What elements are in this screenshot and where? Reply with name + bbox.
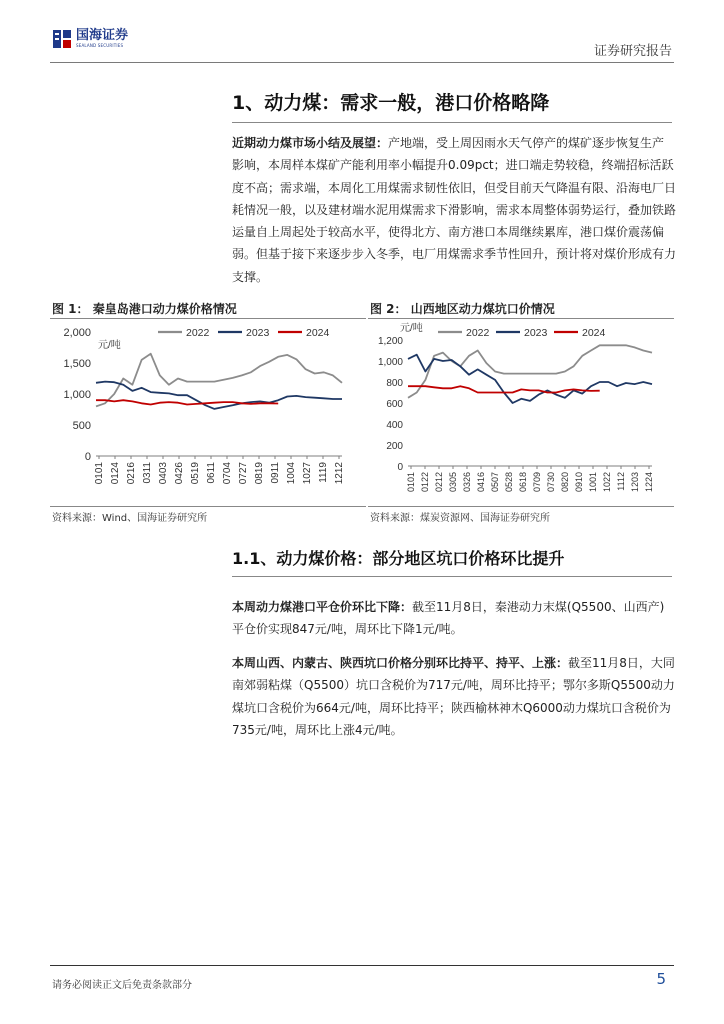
port-price-paragraph (232, 596, 676, 641)
x-tick-label: 0507 (490, 472, 500, 493)
section-title: 1、动力煤：需求一般，港口价格略降 (232, 92, 550, 114)
port-price-body: 截至11月8日，秦港动力末煤(Q5500、山西产)平仓价实现847元/吨，周环比下降1元/吨。 (232, 600, 665, 637)
summary-body: 产地端，受上周因雨水天气停产的煤矿逐步恢复生产影响，本周样本煤矿产能利用率小幅提升0.09pct；进口端走势较稳，终端招标活跃度不高；需求端，本周化工用煤需求韧性依旧，但受目前天气降温有限、沿海电厂日耗情况一般，以及建材端水泥用煤需求下滑影响，需求本周整体弱势运行，叠加铁路运量自上周起处于较高水平，使得北方、南方港口本周继续累库，港口煤价震荡偏弱。但基于接下来逐步步入冬季，电厂用煤需求季节性回升，预计将对煤价形成有力支撑。 (232, 136, 677, 284)
x-tick-label: 1203 (630, 472, 640, 493)
y-tick-label: 0 (84, 451, 91, 463)
x-tick-label: 0911 (270, 462, 281, 484)
legend-label: 2024 (582, 327, 606, 339)
figure1-title: 图 1： 秦皇岛港口动力煤价格情况 (52, 302, 237, 316)
y-tick-label: 0 (397, 462, 403, 473)
x-tick-label: 0212 (434, 472, 444, 493)
y-tick-label: 800 (386, 378, 403, 389)
y-tick-label: 1,200 (377, 336, 403, 347)
figure2-title-divider (368, 318, 674, 319)
y-tick-label: 400 (386, 420, 403, 431)
x-tick-label: 0820 (560, 472, 570, 493)
company-logo (52, 28, 128, 50)
x-tick-label: 0326 (462, 472, 472, 493)
x-tick-label: 0416 (476, 472, 486, 493)
port-price-lead: 本周动力煤港口平仓价环比下降： (232, 600, 413, 614)
header-divider (50, 62, 674, 63)
x-tick-label: 0704 (222, 462, 233, 485)
x-tick-label: 0528 (504, 472, 514, 493)
y-tick-label: 500 (72, 420, 91, 432)
figure1-title-divider (50, 318, 366, 319)
y-tick-label: 200 (386, 441, 403, 452)
x-tick-label: 0101 (406, 472, 416, 493)
subsection-title: 1.1、动力煤价格：部分地区坑口价格环比提升 (232, 549, 565, 568)
x-tick-label: 1224 (644, 472, 654, 493)
figure2-chart (368, 320, 674, 505)
logo-name-en: SEALAND SECURITIES (76, 43, 124, 48)
x-tick-label: 1022 (602, 472, 612, 493)
x-tick-label: 0730 (546, 472, 556, 493)
series-line-2023 (96, 382, 342, 409)
y-tick-label: 1,500 (63, 358, 91, 370)
x-tick-label: 0519 (190, 462, 201, 485)
x-tick-label: 0403 (158, 462, 169, 485)
legend-label: 2022 (186, 327, 210, 339)
logo-name-cn: 国海证券 (76, 28, 129, 43)
x-tick-label: 0618 (518, 472, 528, 493)
y-unit-label: 元/吨 (98, 340, 121, 351)
x-tick-label: 1027 (302, 462, 313, 485)
figure1-chart (50, 320, 366, 505)
x-tick-label: 0611 (206, 462, 217, 484)
pithead-price-lead: 本周山西、内蒙古、陕西坑口价格分别环比持平、持平、上涨： (232, 656, 569, 670)
pithead-price-paragraph (232, 652, 676, 741)
figure2-source-divider (368, 506, 674, 507)
section-title-divider (232, 122, 672, 123)
legend-label: 2023 (246, 327, 270, 339)
x-tick-label: 0122 (420, 472, 430, 493)
y-tick-label: 1,000 (63, 389, 91, 401)
x-tick-label: 1004 (286, 462, 297, 485)
report-type-label: 证券研究报告 (593, 44, 672, 59)
x-tick-label: 1112 (616, 472, 626, 491)
figure1-source-divider (50, 506, 366, 507)
figure2-source: 资料来源：煤炭资源网、国海证券研究所 (370, 513, 550, 524)
figure1-source: 资料来源：Wind、国海证券研究所 (52, 513, 208, 524)
x-tick-label: 0311 (142, 462, 153, 484)
series-line-2022 (96, 354, 342, 407)
logo-mark-icon (52, 28, 72, 50)
series-line-2023 (408, 355, 652, 403)
x-tick-label: 0819 (254, 462, 265, 485)
x-tick-label: 0727 (238, 462, 249, 485)
footer-divider (50, 965, 674, 966)
page-number: 5 (656, 970, 666, 988)
x-tick-label: 0426 (174, 462, 185, 485)
footer-disclaimer: 请务必阅读正文后免责条款部分 (52, 980, 192, 991)
y-tick-label: 600 (386, 399, 403, 410)
x-tick-label: 0101 (94, 462, 105, 485)
x-tick-label: 1001 (588, 472, 598, 493)
x-tick-label: 1119 (318, 462, 329, 483)
summary-lead: 近期动力煤市场小结及展望： (232, 136, 389, 150)
x-tick-label: 0124 (110, 462, 121, 485)
x-tick-label: 0910 (574, 472, 584, 493)
summary-paragraph (232, 132, 676, 288)
legend-label: 2024 (306, 327, 330, 339)
y-unit-label: 元/吨 (400, 323, 423, 334)
figure2-title: 图 2： 山西地区动力煤坑口价情况 (370, 302, 555, 316)
y-tick-label: 2,000 (63, 327, 91, 339)
x-tick-label: 1212 (334, 462, 345, 485)
x-tick-label: 0709 (532, 472, 542, 493)
subsection-title-divider (232, 576, 672, 577)
pithead-price-body: 截至11月8日，大同南郊弱粘煤（Q5500）坑口含税价为717元/吨，周环比持平；鄂尔多斯Q5500动力煤坑口含税价为664元/吨，周环比持平；陕西榆林神木Q6000动力煤坑口含税价为735元/吨，周环比上涨4元/吨。 (232, 656, 675, 737)
legend-label: 2023 (524, 327, 548, 339)
y-tick-label: 1,000 (377, 357, 403, 368)
x-tick-label: 0305 (448, 472, 458, 493)
legend-label: 2022 (466, 327, 490, 339)
x-tick-label: 0216 (126, 462, 137, 485)
